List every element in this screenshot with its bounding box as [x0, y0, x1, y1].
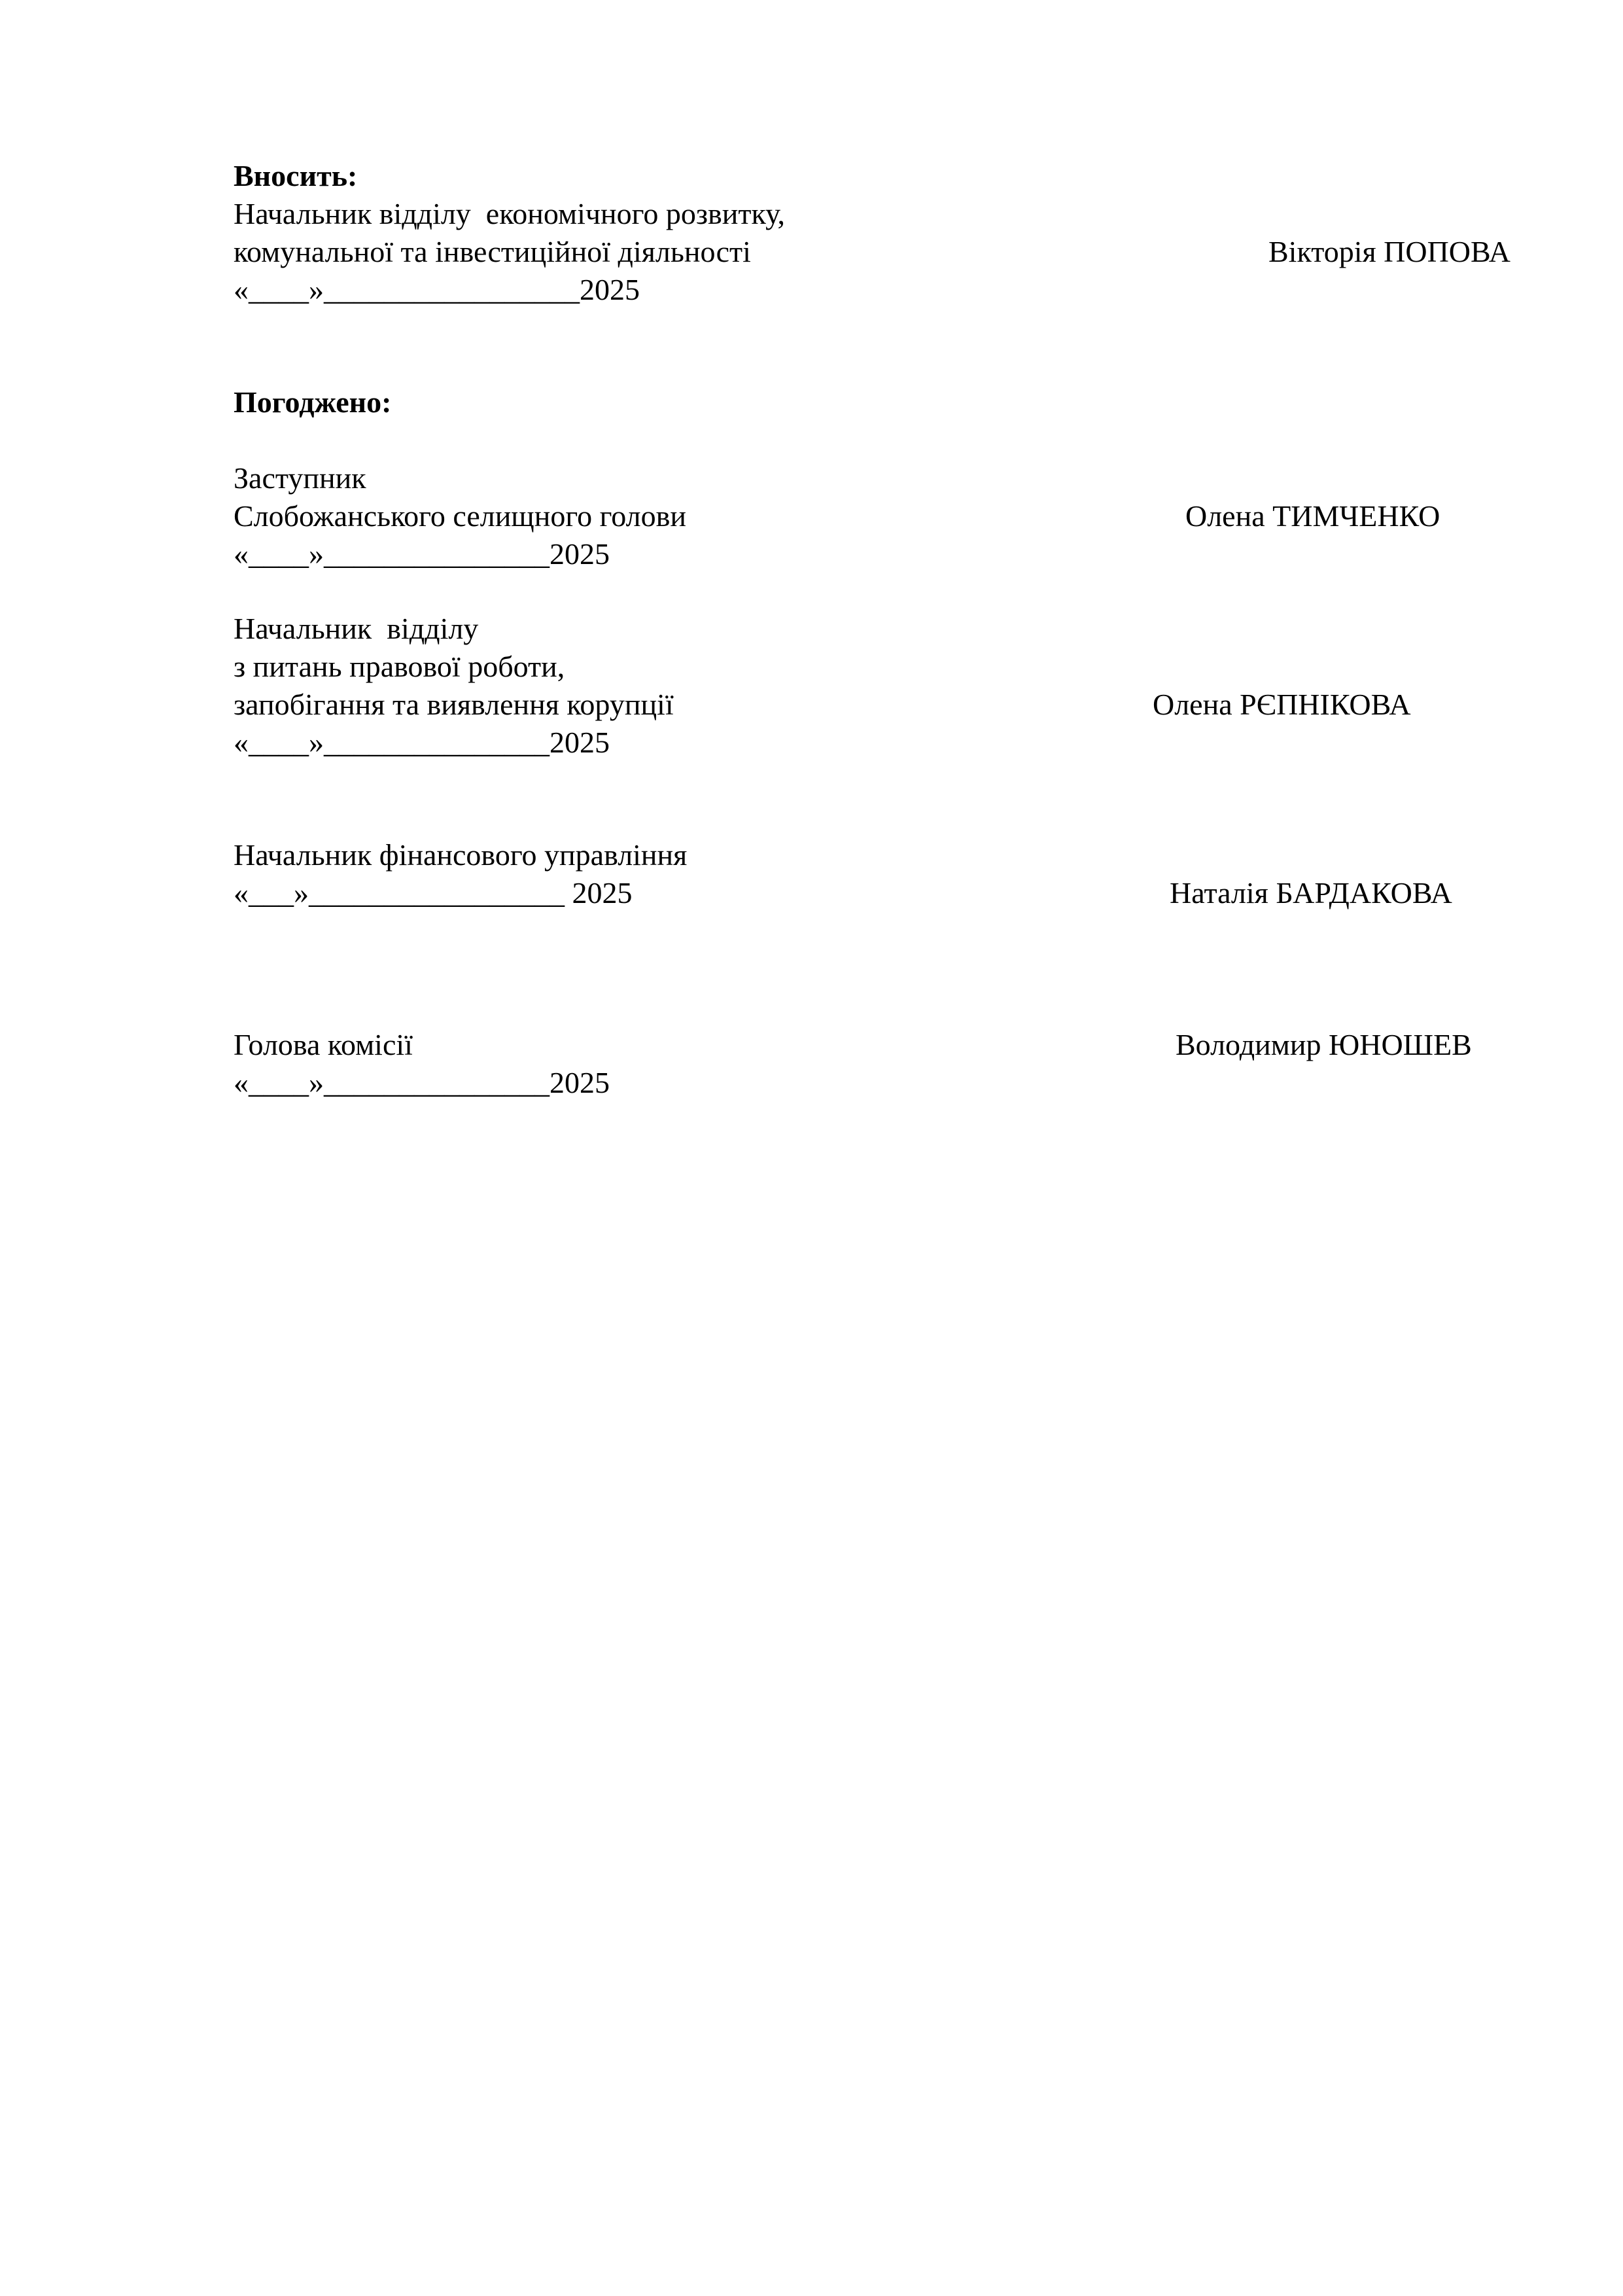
signatory-1-date-line: «____»_______________2025 — [234, 537, 610, 571]
submitter-date-line: «____»_________________2025 — [234, 273, 640, 306]
signatory-1-position-line-1: Заступник — [234, 461, 366, 495]
submitter-position-line-2: комунальної та інвестиційної діяльності — [234, 235, 751, 268]
approval-heading: Погоджено: — [234, 385, 392, 419]
signatory-4-name: Володимир ЮНОШЕВ — [1176, 1028, 1472, 1061]
signatory-4-date-line: «____»_______________2025 — [234, 1066, 610, 1099]
submitter-heading: Вносить: — [234, 159, 358, 192]
signatory-2-date-line: «____»_______________2025 — [234, 726, 610, 759]
submitter-name: Вікторія ПОПОВА — [1268, 235, 1511, 268]
signatory-3-position-line-1: Начальник фінансового управління — [234, 838, 688, 872]
signatory-4-position-line-1: Голова комісії — [234, 1028, 413, 1061]
signatory-1-position-line-2: Слобожанського селищного голови — [234, 499, 686, 533]
signatory-2-position-line-1: Начальник відділу — [234, 612, 479, 645]
signatory-3-date-line: «___»_________________ 2025 — [234, 876, 633, 910]
signatory-3-name: Наталія БАРДАКОВА — [1170, 876, 1452, 910]
signatory-2-position-line-3: запобігання та виявлення корупції — [234, 688, 674, 721]
signatory-1-name: Олена ТИМЧЕНКО — [1185, 499, 1440, 533]
signatory-2-position-line-2: з питань правової роботи, — [234, 650, 565, 683]
signatory-2-name: Олена РЄПНІКОВА — [1153, 688, 1411, 721]
submitter-position-line-1: Начальник відділу економічного розвитку, — [234, 197, 786, 230]
